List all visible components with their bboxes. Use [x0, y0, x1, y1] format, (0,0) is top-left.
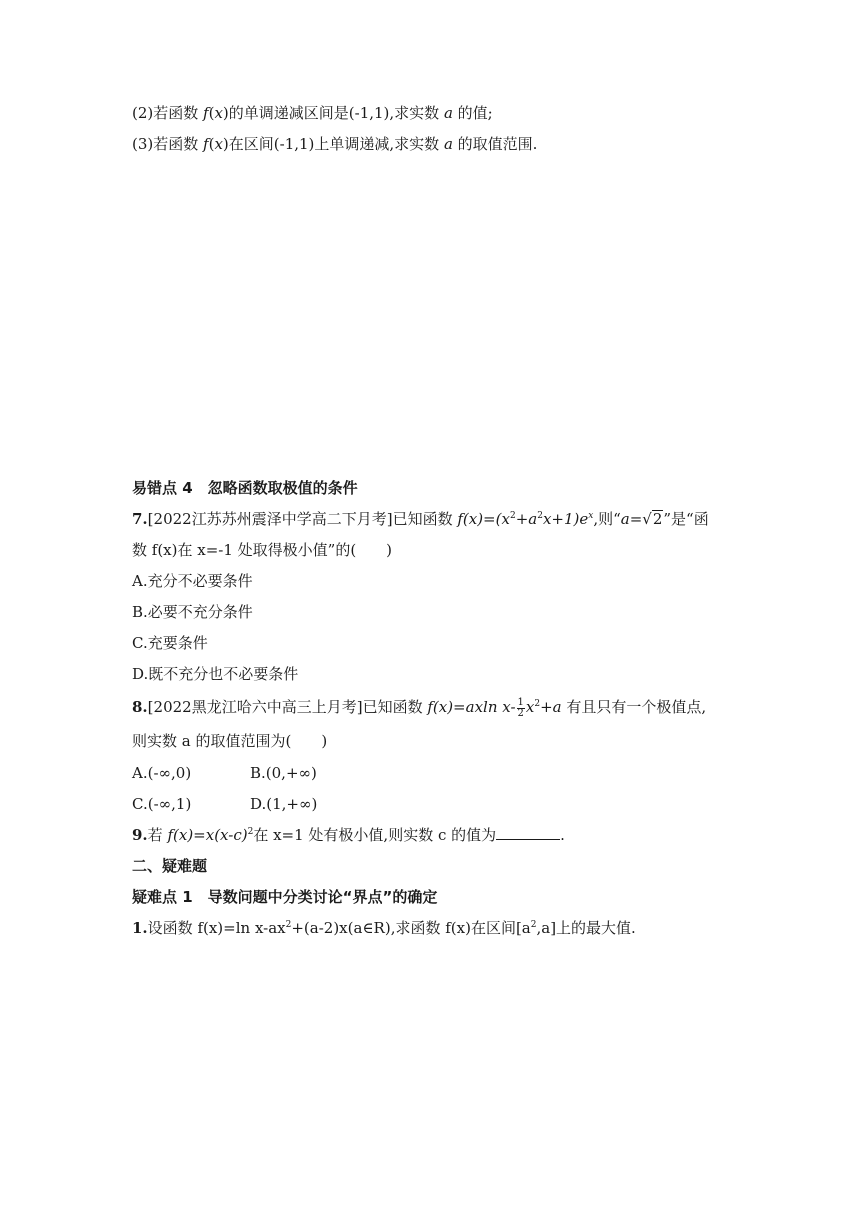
formula: +a: [515, 510, 538, 528]
text: f: [203, 135, 209, 153]
question-7-line-2: 数 f(x)在 x=-1 处取得极小值”的( ): [132, 541, 393, 559]
text: x: [214, 135, 223, 153]
text: ,a]上的最大值.: [536, 919, 636, 937]
question-8-line-2: 则实数 a 的取值范围为( ): [132, 732, 328, 750]
text: +(a-2)x(a∈R),求函数 f(x)在区间[a: [291, 919, 531, 937]
text: (: [208, 104, 215, 122]
formula: x: [525, 698, 535, 716]
formula: f(x)=(x: [457, 510, 510, 528]
option-d[interactable]: D.(1,+∞): [250, 795, 318, 813]
sqrt-symbol: √: [642, 510, 652, 528]
answer-blank[interactable]: [496, 825, 560, 840]
fraction: [517, 698, 525, 719]
section-heading: 易错点 4 忽略函数取极值的条件: [132, 479, 358, 497]
sqrt-radicand: 2: [652, 510, 663, 528]
text: )的单调递减区间是(-1,1),求实数: [222, 104, 444, 122]
exponent: 2: [285, 920, 292, 930]
text: a: [443, 104, 453, 122]
exponent: x: [588, 511, 594, 521]
exponent: 2: [537, 511, 543, 521]
question-number: 7.: [132, 510, 148, 528]
difficulty-heading: 疑难点 1 导数问题中分类讨论“界点”的确定: [132, 888, 438, 906]
text: x: [214, 104, 223, 122]
option-c[interactable]: C.(-∞,1): [132, 795, 192, 813]
text: ,则“: [593, 510, 621, 528]
text: 若: [147, 826, 168, 844]
options-row-1: [132, 763, 191, 783]
formula: x+1)e: [542, 510, 589, 528]
question-7-line-1: [132, 509, 709, 529]
exponent: 2: [534, 699, 541, 709]
question-number: 9.: [132, 826, 148, 844]
exponent: 2: [530, 920, 537, 930]
formula: a=: [620, 510, 643, 528]
text: .: [560, 826, 565, 844]
text: 有且只有一个极值点,: [561, 698, 707, 716]
fraction-numerator: 1: [517, 696, 524, 708]
text: f: [203, 104, 209, 122]
option-b[interactable]: B.必要不充分条件: [132, 603, 253, 621]
option-a[interactable]: A.(-∞,0): [132, 764, 192, 782]
text: 设函数 f(x)=ln x-ax: [147, 919, 286, 937]
text: )在区间(-1,1)上单调递减,求实数: [222, 135, 444, 153]
text: 的值;: [452, 104, 493, 122]
text: (2)若函数: [132, 104, 204, 122]
option-b[interactable]: B.(0,+∞): [250, 764, 317, 782]
text: 在 x=1 处有极小值,则实数 c 的值为: [253, 826, 497, 844]
formula: f(x)=axln x-: [427, 698, 516, 716]
exponent: 2: [247, 827, 254, 837]
question-number: 1.: [132, 919, 148, 937]
option-d[interactable]: D.既不充分也不必要条件: [132, 665, 299, 683]
question-part-2: [132, 103, 493, 123]
text: a: [443, 135, 453, 153]
question-source: [2022黑龙江哈六中高三上月考]: [147, 698, 363, 716]
text: 已知函数: [362, 698, 428, 716]
fraction-denominator: 2: [517, 707, 524, 719]
text: ”是“函: [663, 510, 709, 528]
formula: +a: [540, 698, 562, 716]
option-c[interactable]: C.充要条件: [132, 634, 208, 652]
option-a[interactable]: A.充分不必要条件: [132, 572, 253, 590]
question-part-3: [132, 134, 537, 154]
text: (3)若函数: [132, 135, 204, 153]
formula: f(x)=x(x-c): [167, 826, 248, 844]
difficulty-question-1: [132, 918, 636, 938]
question-9: [132, 825, 565, 845]
exponent: 2: [509, 511, 516, 521]
question-8-line-1: [132, 697, 706, 719]
text: 已知函数: [392, 510, 458, 528]
text: 的取值范围.: [452, 135, 538, 153]
question-source: [2022江苏苏州震泽中学高二下月考]: [147, 510, 393, 528]
question-number: 8.: [132, 698, 148, 716]
text: (: [208, 135, 215, 153]
section-title: 二、疑难题: [132, 857, 208, 875]
